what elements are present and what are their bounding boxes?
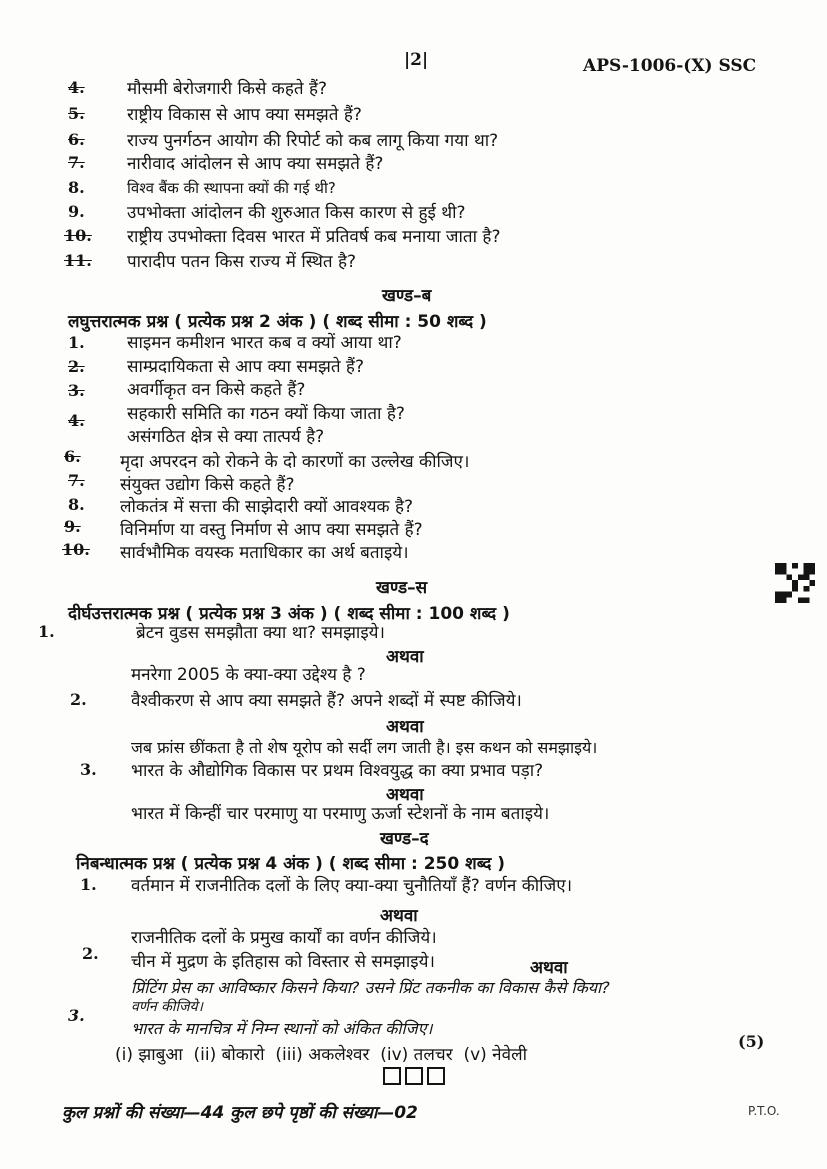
question-number: 2. (68, 357, 85, 376)
question-text: भारत के मानचित्र में निम्न स्थानों को अंकित कीजिए। (131, 1019, 433, 1038)
question-number: 11. (64, 251, 92, 270)
question-text: मौसमी बेरोजगारी किसे कहते हैं? (127, 79, 328, 99)
footer-corner-mark: P.T.O. (748, 1104, 780, 1118)
question-text: उपभोक्ता आंदोलन की शुरुआत किस कारण से हुई थी? (127, 203, 466, 223)
question-number: 8. (68, 495, 85, 514)
footer-totals: कुल प्रश्नों की संख्या—44 कुल छपे पृष्ठों की संख्या—02 (62, 1103, 418, 1123)
section-c-title: खण्ड–स (376, 578, 428, 598)
section-d-instruction: निबन्धात्मक प्रश्न ( प्रत्येक प्रश्न 4 अंक ) ( शब्द सीमा : 250 शब्द ) (76, 854, 506, 874)
question-text: सार्वभौमिक वयस्क मताधिकार का अर्थ बताइये। (120, 543, 409, 563)
question-text: ब्रेटन वुडस समझौता क्या था? समझाइये। (136, 623, 385, 643)
end-box (383, 1067, 401, 1085)
qr-code-icon (775, 563, 815, 603)
question-number: 10. (64, 226, 92, 245)
question-number: 6. (68, 130, 85, 149)
question-text: मृदा अपरदन को रोकने के दो कारणों का उल्लेख कीजिए। (120, 452, 470, 472)
question-number: 2. (70, 690, 87, 709)
question-text: वैश्वीकरण से आप क्या समझते हैं? अपने शब्दों में स्पष्ट कीजिये। (131, 691, 522, 711)
question-number: 7. (68, 471, 85, 490)
page-number: |2| (404, 50, 429, 70)
question-text: भारत के औद्योगिक विकास पर प्रथम विश्वयुद्ध का क्या प्रभाव पड़ा? (131, 761, 544, 781)
question-number: 3. (80, 760, 97, 779)
end-box (427, 1067, 445, 1085)
question-alt-text: मनरेगा 2005 के क्या-क्या उद्देश्य है ? (131, 665, 366, 685)
or-label: अथवा (530, 958, 568, 978)
question-number: 3. (68, 381, 85, 400)
question-number: 1. (68, 333, 85, 352)
question-number: 4. (68, 78, 85, 97)
map-places: (i) झाबुआ (ii) बोकारो (iii) अकलेश्वर (iv) तलचर (v) नेवेली (115, 1045, 527, 1065)
question-text: विश्व बैंक की स्थापना क्यों की गई थी? (127, 179, 336, 197)
question-alt-text: राजनीतिक दलों के प्रमुख कार्यों का वर्णन कीजिये। (131, 928, 437, 948)
question-number: 5. (68, 104, 85, 123)
question-text: अवर्गीकृत वन किसे कहते हैं? (127, 380, 306, 400)
paper-code: APS-1006-(X) SSC (583, 56, 757, 76)
or-label: अथवा (386, 785, 424, 805)
question-alt-text: भारत में किन्हीं चार परमाणु या परमाणु ऊर्जा स्टेशनों के नाम बताइये। (131, 804, 550, 824)
end-box (405, 1067, 423, 1085)
question-text: राज्य पुनर्गठन आयोग की रिपोर्ट को कब लागू किया गया था? (127, 131, 499, 151)
question-number: 7. (68, 153, 85, 172)
question-text: पारादीप पतन किस राज्य में स्थित है? (127, 252, 357, 272)
question-text: विनिर्माण या वस्तु निर्माण से आप क्या समझते हैं? (120, 520, 423, 540)
question-text: लोकतंत्र में सत्ता की साझेदारी क्यों आवश्यक है? (120, 497, 414, 517)
question-text: संयुक्त उद्योग किसे कहते हैं? (120, 475, 295, 495)
question-number: 3. (68, 1006, 85, 1025)
section-b-title: खण्ड–ब (382, 286, 432, 306)
question-number: 6. (64, 447, 81, 466)
question-text: राष्ट्रीय उपभोक्ता दिवस भारत में प्रतिवर्ष कब मनाया जाता है? (127, 227, 501, 247)
question-text: साम्प्रदायिकता से आप क्या समझते हैं? (127, 357, 364, 377)
question-number: 10. (62, 540, 90, 559)
question-text: वर्तमान में राजनीतिक दलों के लिए क्या-क्या चुनौतियाँ हैं? वर्णन कीजिए। (131, 876, 573, 896)
question-marks: (5) (738, 1032, 765, 1051)
question-number: 2. (82, 944, 99, 963)
or-label: अथवा (380, 906, 418, 926)
question-text: राष्ट्रीय विकास से आप क्या समझते हैं? (127, 105, 362, 125)
question-number: 9. (64, 517, 81, 536)
end-marker-boxes (383, 1067, 445, 1085)
question-number: 4. (68, 411, 85, 430)
or-label: अथवा (386, 647, 424, 667)
question-number: 1. (80, 875, 97, 894)
question-number: 1. (38, 622, 55, 641)
section-d-title: खण्ड–द (380, 829, 429, 849)
question-text: असंगठित क्षेत्र से क्या तात्पर्य है? (127, 427, 325, 447)
question-alt-text: जब फ्रांस छींकता है तो शेष यूरोप को सर्दी लग जाती है। इस कथन को समझाइये। (131, 738, 598, 757)
section-c-instruction: दीर्घउत्तरात्मक प्रश्न ( प्रत्येक प्रश्न 3 अंक ) ( शब्द सीमा : 100 शब्द ) (68, 604, 510, 624)
question-text: नारीवाद आंदोलन से आप क्या समझते हैं? (127, 154, 384, 174)
question-alt-text-cont: वर्णन कीजिये। (131, 999, 203, 1015)
question-number: 9. (68, 202, 85, 221)
question-text: साइमन कमीशन भारत कब व क्यों आया था? (127, 333, 402, 353)
or-label: अथवा (386, 717, 424, 737)
section-b-instruction: लघुत्तरात्मक प्रश्न ( प्रत्येक प्रश्न 2 अंक ) ( शब्द सीमा : 50 शब्द ) (68, 312, 487, 332)
question-alt-text: प्रिंटिंग प्रेस का आविष्कार किसने किया? उसने प्रिंट तकनीक का विकास कैसे किया? (131, 978, 610, 997)
question-text: चीन में मुद्रण के इतिहास को विस्तार से समझाइये। (131, 952, 435, 972)
question-text: सहकारी समिति का गठन क्यों किया जाता है? (127, 404, 405, 424)
question-number: 8. (68, 178, 85, 197)
